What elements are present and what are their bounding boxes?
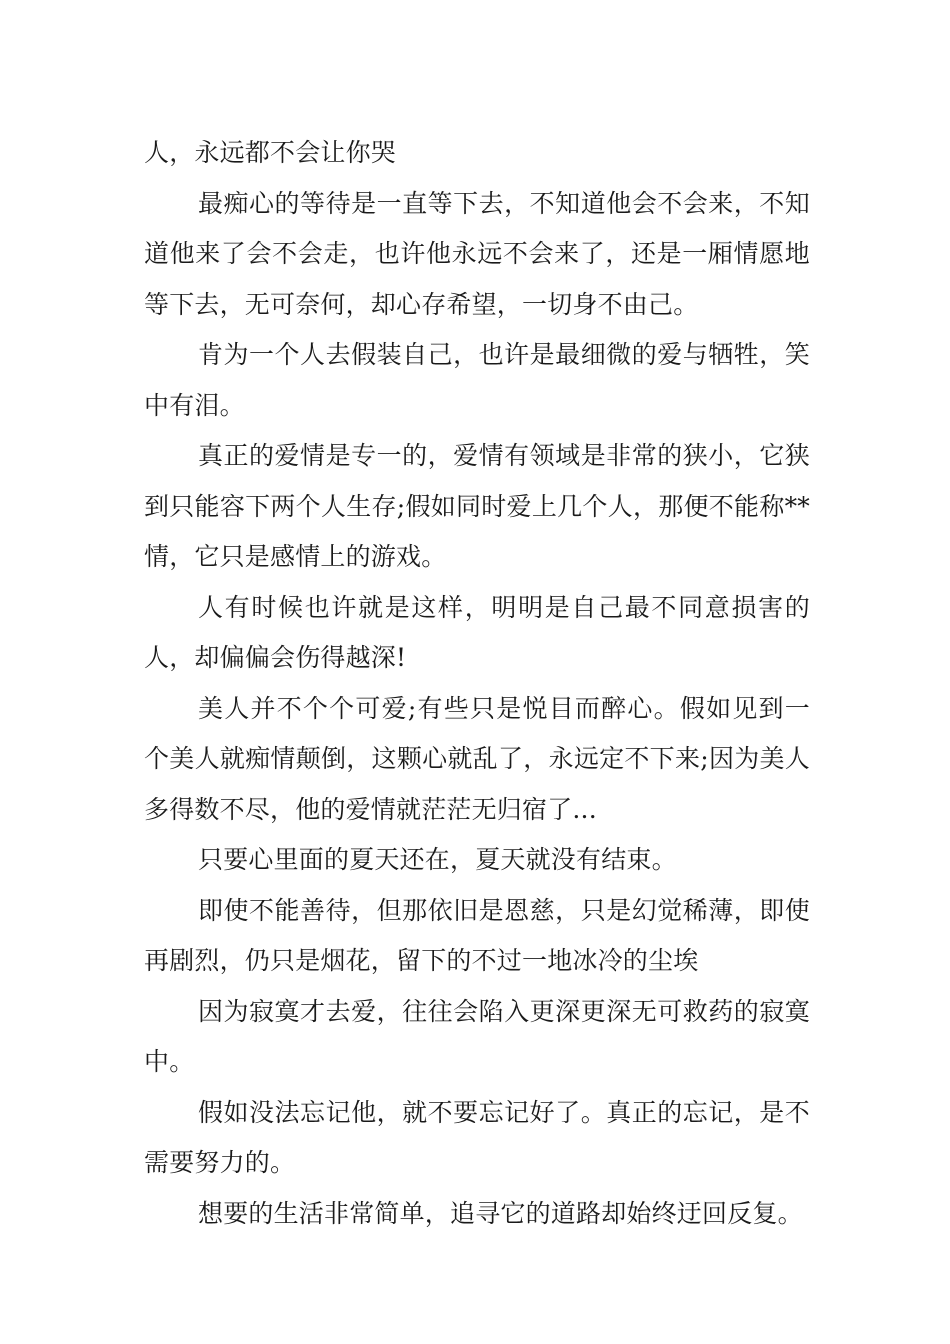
paragraph-3: 肯为一个人去假装自己，也许是最细微的爱与牺牲，笑中有泪。	[144, 340, 810, 420]
paragraph-7: 只要心里面的夏天还在，夏天就没有结束。	[198, 845, 677, 874]
paragraph-6: 美人并不个个可爱;有些只是悦目而醉心。假如见到一个美人就痴情颠倒，这颗心就乱了，永远定不下来;因为美人多得数不尽，他的爱情就茫茫无归宿了...	[144, 693, 810, 824]
paragraph-1: 人，永远都不会让你哭	[144, 138, 397, 167]
paragraph-11: 想要的生活非常简单，追寻它的道路却始终迂回反复。	[198, 1198, 803, 1228]
document-body	[144, 128, 810, 1239]
paragraph-2: 最痴心的等待是一直等下去，不知道他会不会来，不知道他来了会不会走，也许他永远不会来了，还是一厢情愿地等下去，无可奈何，却心存希望，一切身不由己。	[144, 188, 810, 319]
paragraph-4: 真正的爱情是专一的，爱情有领域是非常的狭小，它狭到只能容下两个人生存;假如同时爱上几个人，那便不能称**情，它只是感情上的游戏。	[144, 441, 810, 571]
paragraph-9: 因为寂寞才去爱，往往会陷入更深更深无可救药的寂寞中。	[144, 996, 810, 1076]
paragraph-10: 假如没法忘记他，就不要忘记好了。真正的忘记，是不需要努力的。	[144, 1097, 810, 1177]
paragraph-8: 即使不能善待，但那依旧是恩慈，只是幻觉稀薄，即使再剧烈，仍只是烟花，留下的不过一地冰冷的尘埃	[144, 895, 810, 975]
paragraph-5: 人有时候也许就是这样，明明是自己最不同意损害的人，却偏偏会伤得越深!	[144, 592, 810, 672]
